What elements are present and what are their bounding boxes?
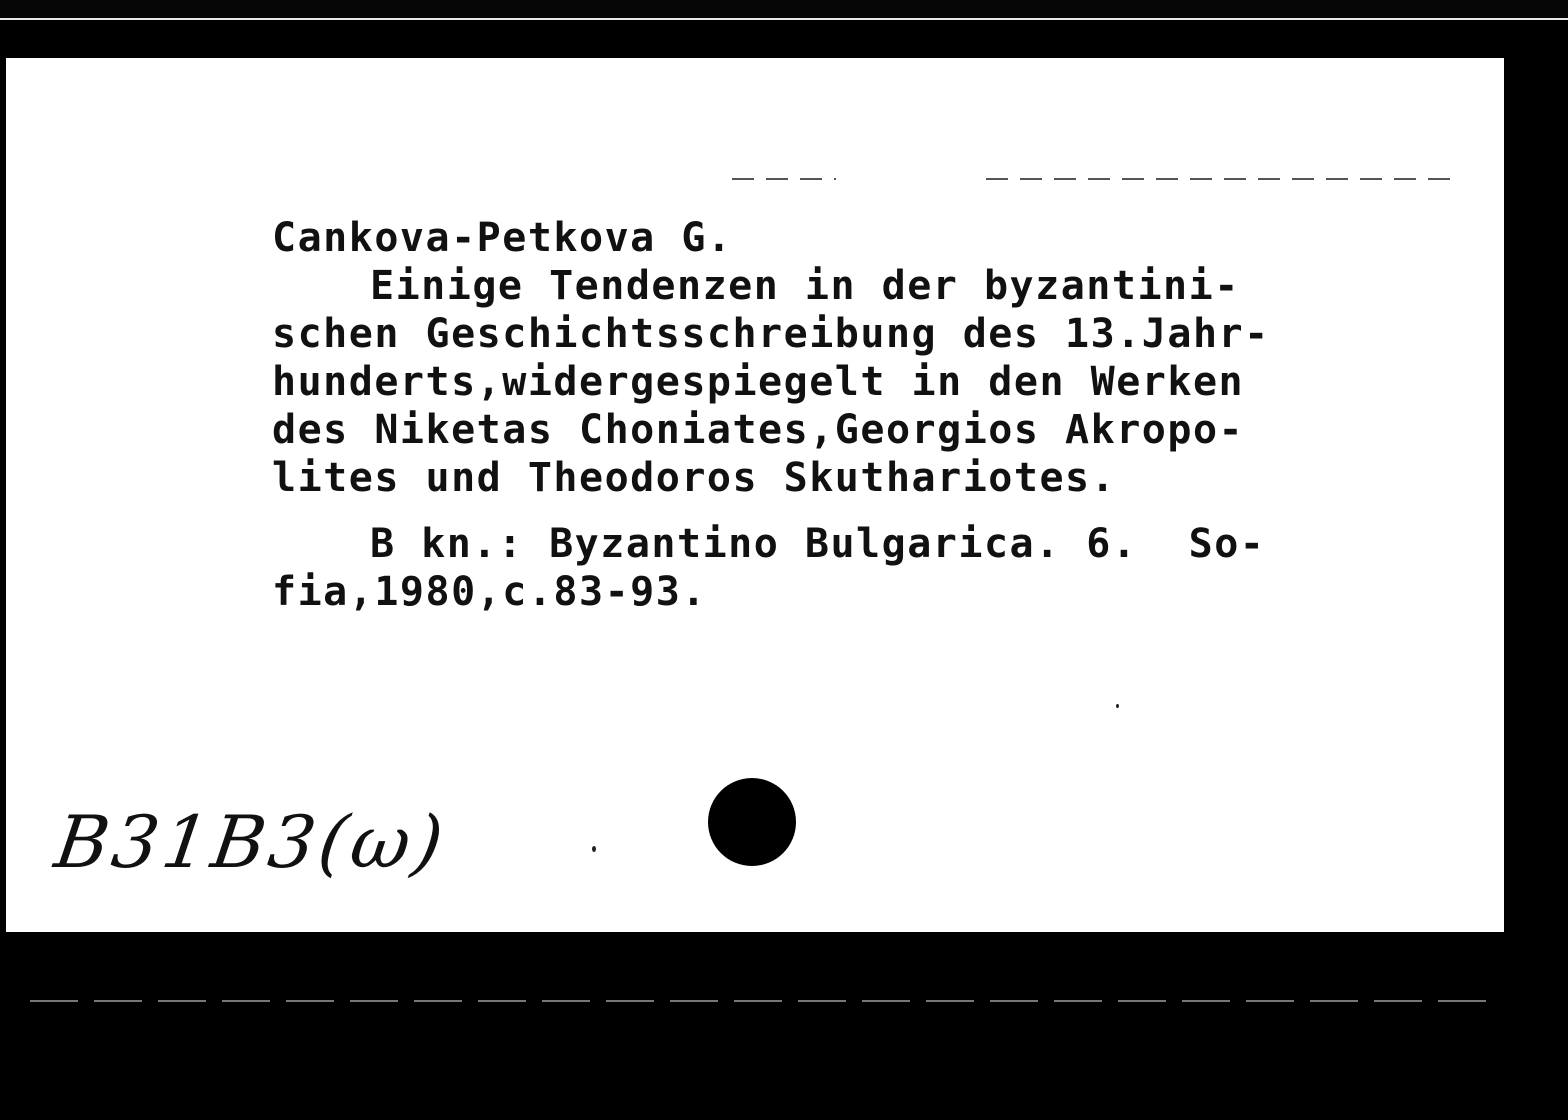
bibliographic-entry	[272, 214, 1472, 616]
ink-speck	[1116, 704, 1119, 708]
scan-bottom-dashed-edge	[30, 1000, 1500, 1002]
title-line: schen Geschichtsschreibung des 13.Jahr-	[272, 311, 1270, 357]
author-line: Cankova-Petkova G.	[272, 215, 733, 261]
punch-hole	[708, 778, 796, 866]
title-line: hunderts,widergespiegelt in den Werken	[272, 359, 1245, 405]
faint-dashed-rule	[732, 178, 836, 180]
ink-speck	[592, 846, 596, 852]
title-line: lites und Theodoros Skuthariotes.	[272, 455, 1117, 501]
faint-dashed-rule	[986, 178, 1456, 180]
scan-top-border	[0, 0, 1568, 20]
source-line: fia,1980,c.83-93.	[272, 569, 707, 615]
scan-right-border	[1504, 58, 1568, 938]
title-line: des Niketas Choniates,Georgios Akropo-	[272, 407, 1245, 453]
source-line: B kn.: Byzantino Bulgarica. 6. So-	[370, 521, 1266, 567]
handwritten-shelfmark: B31B3(ω)	[50, 800, 453, 884]
title-line: Einige Tendenzen in der byzantini-	[370, 263, 1240, 309]
